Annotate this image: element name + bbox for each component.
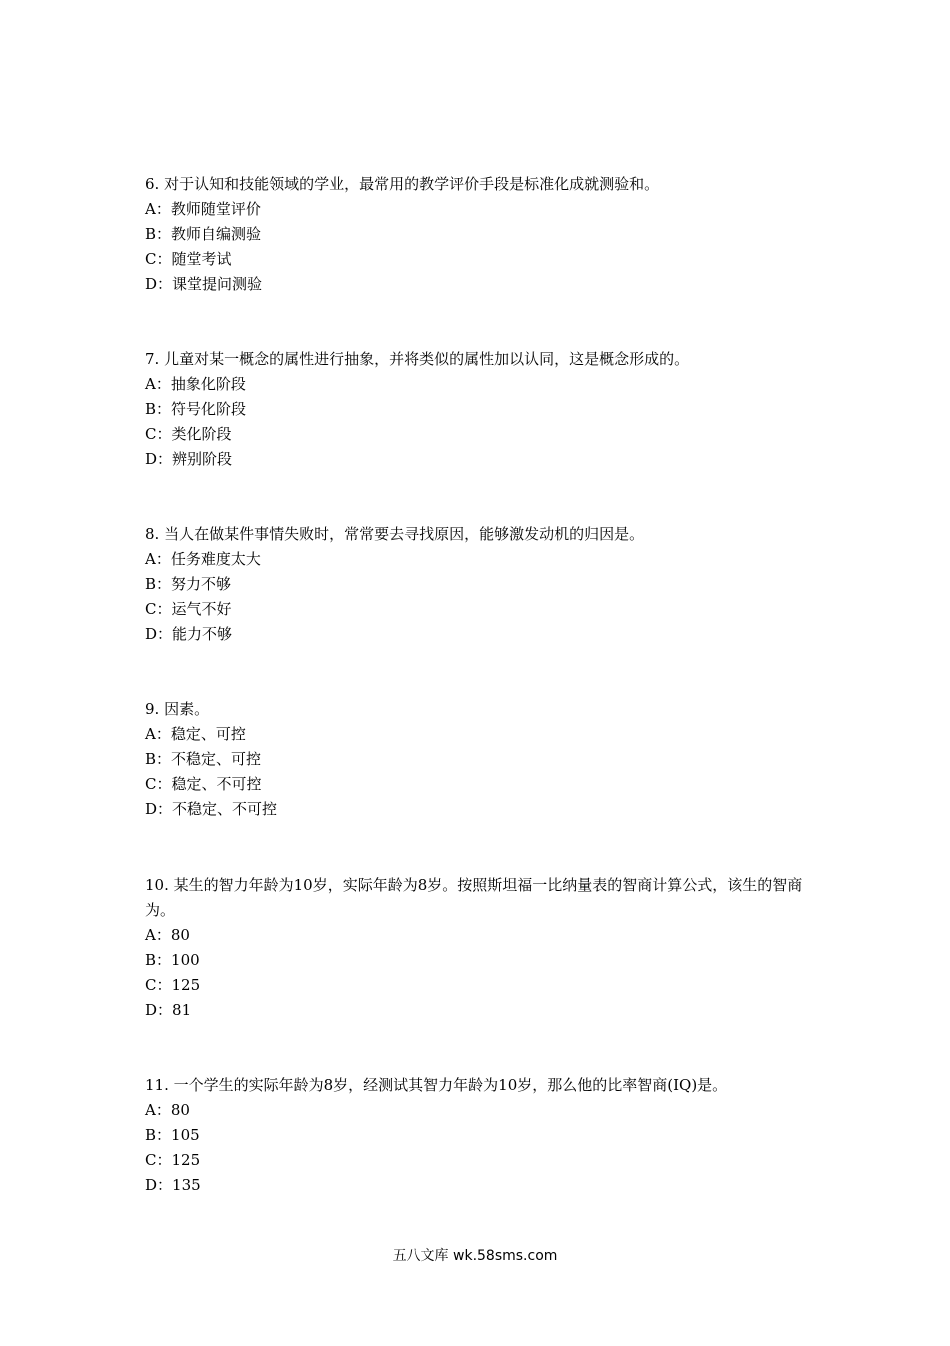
- option-d: D：135: [145, 1176, 201, 1194]
- question-11: [145, 1073, 815, 1198]
- option-d: D：不稳定、不可控: [145, 800, 278, 818]
- question-text: 7. 儿童对某一概念的属性进行抽象，并将类似的属性加以认同，这是概念形成的。: [145, 350, 690, 368]
- option-d: D：课堂提问测验: [145, 275, 263, 293]
- option-c: C：稳定、不可控: [145, 775, 262, 793]
- question-9: [145, 697, 815, 822]
- question-text: 8. 当人在做某件事情失败时，常常要去寻找原因，能够激发动机的归因是。: [145, 525, 645, 543]
- option-c: C：125: [145, 1151, 201, 1169]
- option-b: B：符号化阶段: [145, 400, 247, 418]
- option-c: C：随堂考试: [145, 250, 232, 268]
- option-b: B：努力不够: [145, 575, 232, 593]
- option-d: D：能力不够: [145, 625, 233, 643]
- option-b: B：教师自编测验: [145, 225, 262, 243]
- option-b: B：100: [145, 951, 200, 969]
- option-c: C：运气不好: [145, 600, 232, 618]
- option-a: A：抽象化阶段: [145, 375, 246, 393]
- option-a: A：80: [145, 926, 190, 944]
- question-6: [145, 172, 815, 297]
- option-d: D：81: [145, 1001, 192, 1019]
- question-text: 9. 因素。: [145, 700, 210, 718]
- option-c: C：类化阶段: [145, 425, 232, 443]
- question-8: [145, 522, 815, 647]
- option-a: A：稳定、可控: [145, 725, 246, 743]
- option-a: A：80: [145, 1101, 190, 1119]
- option-b: B：不稳定、可控: [145, 750, 262, 768]
- question-text: 10. 某生的智力年龄为10岁，实际年龄为8岁。按照斯坦福一比纳量表的智商计算公式，该生的智商为。: [145, 876, 803, 919]
- option-c: C：125: [145, 976, 201, 994]
- option-d: D：辨别阶段: [145, 450, 233, 468]
- footer-watermark: 五八文库 wk.58sms.com: [392, 1248, 558, 1264]
- question-text: 6. 对于认知和技能领域的学业，最常用的教学评价手段是标准化成就测验和。: [145, 175, 660, 193]
- option-a: A：任务难度太大: [145, 550, 261, 568]
- question-10: [145, 873, 815, 1023]
- option-b: B：105: [145, 1126, 200, 1144]
- question-7: [145, 347, 815, 472]
- question-text: 11. 一个学生的实际年龄为8岁，经测试其智力年龄为10岁，那么他的比率智商(IQ)是。: [145, 1076, 728, 1094]
- option-a: A：教师随堂评价: [145, 200, 261, 218]
